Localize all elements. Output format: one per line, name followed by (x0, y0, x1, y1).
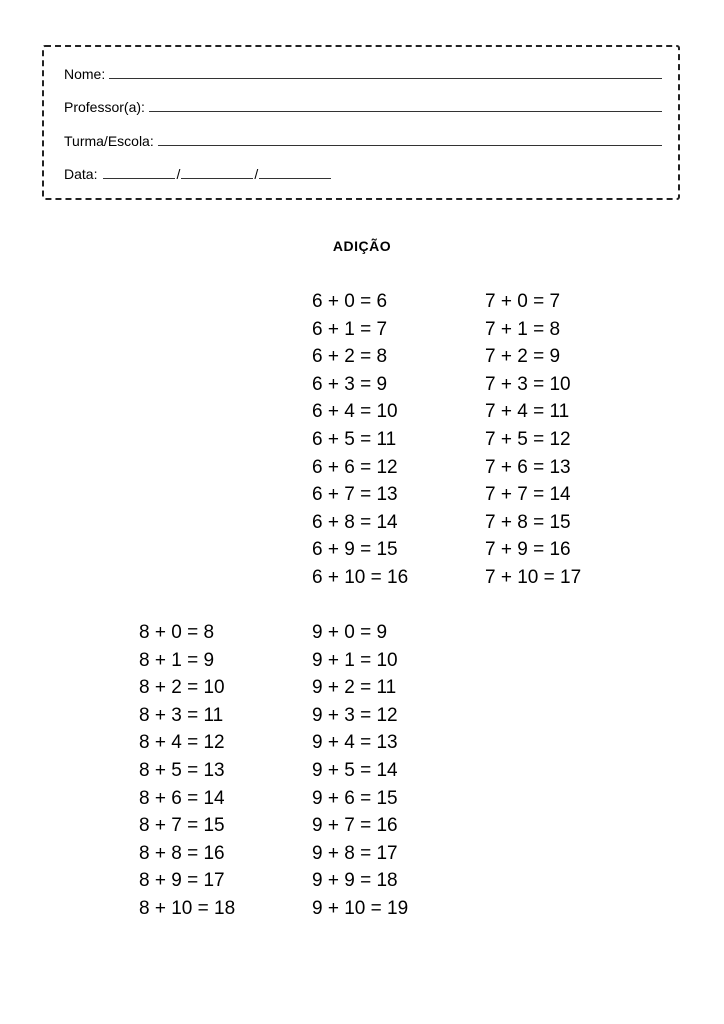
equation: 7 + 3 = 10 (485, 373, 571, 395)
equation: 9 + 6 = 15 (312, 787, 398, 809)
equation: 8 + 4 = 12 (139, 732, 225, 754)
equation: 8 + 3 = 11 (139, 704, 224, 726)
equation: 6 + 5 = 11 (312, 428, 397, 450)
equation: 8 + 10 = 18 (139, 897, 236, 919)
equation: 9 + 3 = 12 (312, 704, 398, 726)
name-label: Nome: (64, 66, 106, 82)
equation: 6 + 10 = 16 (312, 566, 409, 588)
equation: 9 + 1 = 10 (312, 649, 398, 671)
equation: 6 + 9 = 15 (312, 539, 398, 561)
table-9 (312, 619, 408, 923)
date-year-line[interactable] (259, 178, 331, 179)
name-line[interactable] (109, 78, 662, 79)
equation: 8 + 6 = 14 (139, 787, 225, 809)
equation: 6 + 7 = 13 (312, 484, 398, 506)
date-label: Data: (64, 166, 98, 182)
equation: 8 + 8 = 16 (139, 842, 225, 864)
equation: 9 + 4 = 13 (312, 732, 398, 754)
date-month-line[interactable] (181, 178, 253, 179)
equation: 6 + 1 = 7 (312, 318, 388, 340)
name-field[interactable] (64, 66, 662, 82)
equation: 9 + 7 = 16 (312, 815, 398, 837)
equation: 7 + 8 = 15 (485, 511, 571, 533)
teacher-line[interactable] (149, 111, 662, 112)
equation: 7 + 0 = 7 (485, 291, 561, 312)
student-info-box (42, 45, 680, 200)
equation: 8 + 5 = 13 (139, 759, 225, 781)
class-field[interactable] (64, 133, 662, 149)
teacher-label: Professor(a): (64, 99, 145, 115)
date-day-line[interactable] (103, 178, 175, 179)
date-separator-1: / (176, 166, 181, 182)
equation: 7 + 6 = 13 (485, 456, 571, 478)
equation: 6 + 0 = 6 (312, 291, 388, 312)
equation: 9 + 10 = 19 (312, 897, 409, 919)
equation: 8 + 7 = 15 (139, 815, 225, 837)
equation: 9 + 5 = 14 (312, 759, 398, 781)
date-field[interactable] (64, 166, 331, 182)
date-separator-2: / (254, 166, 259, 182)
page-title: ADIÇÃO (332, 238, 392, 254)
equation: 8 + 0 = 8 (139, 622, 215, 643)
table-8 (139, 619, 235, 923)
equation: 6 + 8 = 14 (312, 511, 398, 533)
equation: 7 + 7 = 14 (485, 484, 571, 506)
class-label: Turma/Escola: (64, 133, 154, 149)
class-line[interactable] (158, 145, 662, 146)
equation: 7 + 1 = 8 (485, 318, 561, 340)
equation: 7 + 10 = 17 (485, 566, 582, 588)
teacher-field[interactable] (64, 99, 662, 115)
equation: 9 + 0 = 9 (312, 622, 388, 643)
equation: 6 + 6 = 12 (312, 456, 398, 478)
equation: 6 + 2 = 8 (312, 346, 388, 368)
table-6 (312, 288, 408, 592)
equation: 8 + 2 = 10 (139, 677, 225, 699)
equation: 9 + 9 = 18 (312, 870, 398, 892)
equation: 7 + 4 = 11 (485, 401, 570, 423)
equation: 6 + 4 = 10 (312, 401, 398, 423)
equation: 7 + 5 = 12 (485, 428, 571, 450)
table-7 (485, 288, 581, 592)
equation: 8 + 9 = 17 (139, 870, 225, 892)
equation: 7 + 2 = 9 (485, 346, 561, 368)
equation: 9 + 2 = 11 (312, 677, 397, 699)
equation: 9 + 8 = 17 (312, 842, 398, 864)
equation: 7 + 9 = 16 (485, 539, 571, 561)
equation: 6 + 3 = 9 (312, 373, 388, 395)
equation: 8 + 1 = 9 (139, 649, 215, 671)
